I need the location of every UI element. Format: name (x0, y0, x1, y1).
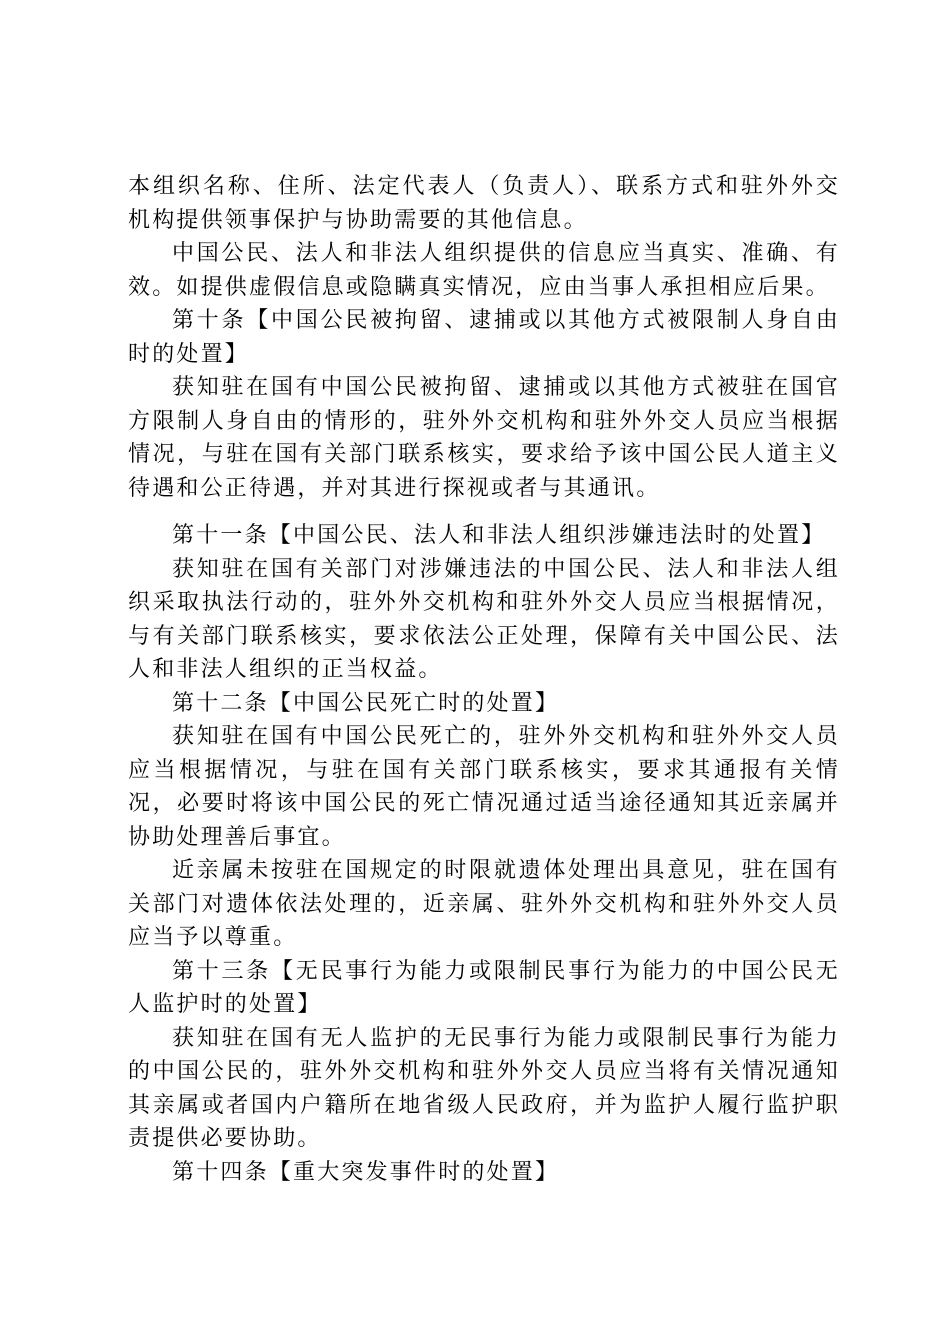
document-body (128, 170, 840, 1189)
article-11-body: 获知驻在国有关部门对涉嫌违法的中国公民、法人和非法人组织采取执法行动的，驻外外交机构和驻外外交人员应当根据情况，与有关部门联系核实，要求依法公正处理，保障有关中国公民、法人和非法人组织的正当权益。 (128, 556, 840, 682)
article-12-body: 获知驻在国有中国公民死亡的，驻外外交机构和驻外外交人员应当根据情况，与驻在国有关部门联系核实，要求其通报有关情况，必要时将该中国公民的死亡情况通过适当途径通知其近亲属并协助处理善后事宜。 (128, 724, 840, 850)
article-10-heading: 第十条【中国公民被拘留、逮捕或以其他方式被限制人身自由时的处置】 (128, 308, 840, 367)
paragraph-information-accuracy: 中国公民、法人和非法人组织提供的信息应当真实、准确、有效。如提供虚假信息或隐瞒真实情况，应由当事人承担相应后果。 (128, 241, 840, 300)
article-12-heading: 第十二条【中国公民死亡时的处置】 (172, 690, 560, 716)
paragraph-continuation: 本组织名称、住所、法定代表人（负责人）、联系方式和驻外外交机构提供领事保护与协助需要的其他信息。 (128, 174, 840, 233)
article-13-body: 获知驻在国有无人监护的无民事行为能力或限制民事行为能力的中国公民的，驻外外交机构和驻外外交人员应当将有关情况通知其亲属或者国内户籍所在地省级人民政府，并为监护人履行监护职责提供必要协助。 (128, 1025, 840, 1151)
article-12-body-remains: 近亲属未按驻在国规定的时限就遗体处理出具意见，驻在国有关部门对遗体依法处理的，近亲属、驻外外交机构和驻外外交人员应当予以尊重。 (128, 858, 840, 950)
article-13-heading: 第十三条【无民事行为能力或限制民事行为能力的中国公民无人监护时的处置】 (128, 958, 840, 1017)
article-11-heading: 第十一条【中国公民、法人和非法人组织涉嫌违法时的处置】 (172, 523, 826, 548)
article-10-body: 获知驻在国有中国公民被拘留、逮捕或以其他方式被驻在国官方限制人身自由的情形的，驻外外交机构和驻外外交人员应当根据情况，与驻在国有关部门联系核实，要求给予该中国公民人道主义待遇和公正待遇，并对其进行探视或者与其通讯。 (128, 375, 840, 501)
article-14-heading: 第十四条【重大突发事件时的处置】 (172, 1159, 560, 1185)
